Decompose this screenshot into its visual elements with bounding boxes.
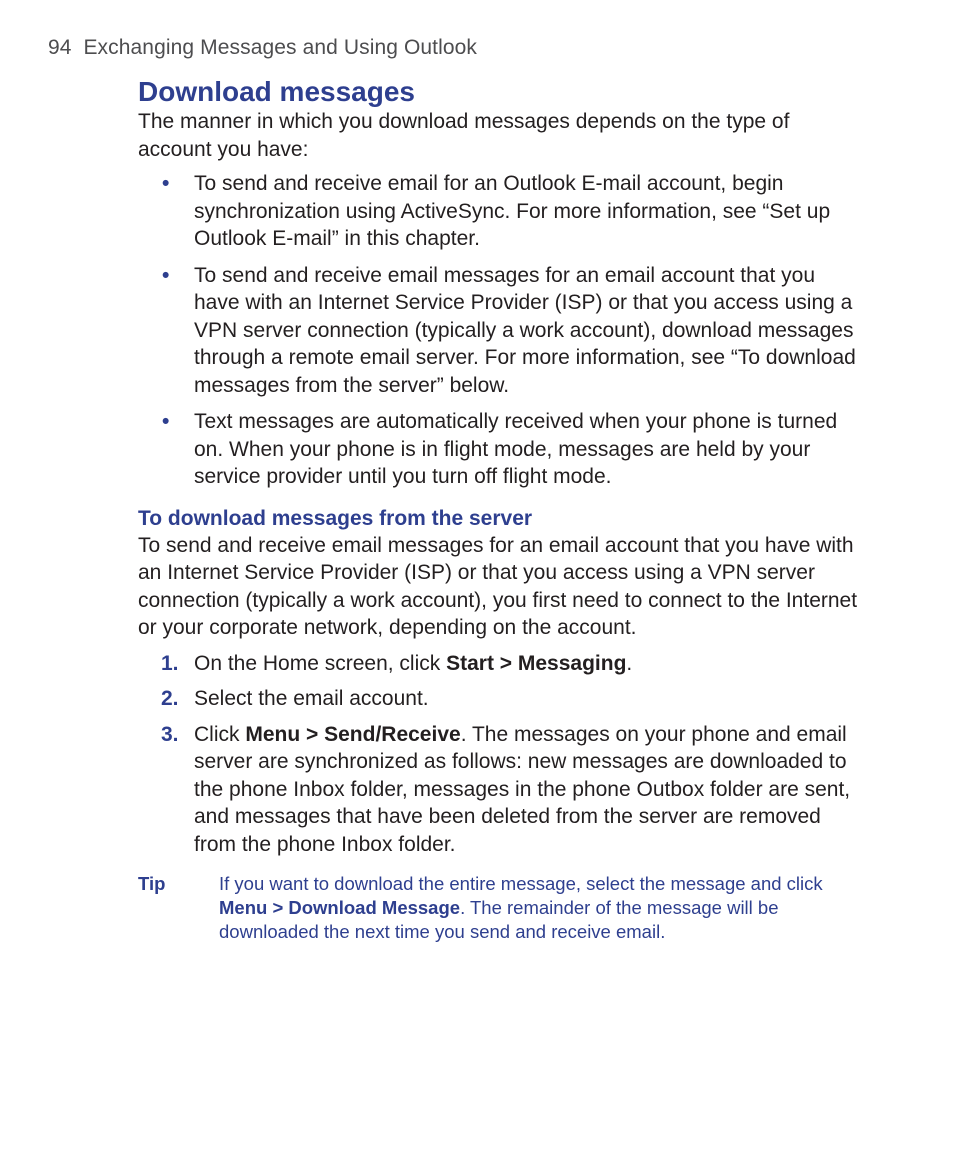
bullet-list bbox=[138, 170, 878, 491]
step-command: Menu > Send/Receive bbox=[245, 722, 461, 746]
step-command: Start > Messaging bbox=[446, 651, 627, 675]
bullet-icon: • bbox=[162, 263, 170, 287]
subsection-title: To download messages from the server bbox=[138, 506, 533, 530]
bullet-item bbox=[138, 408, 864, 491]
running-head bbox=[48, 36, 477, 60]
step-text-post: . The messages on your phone and email server are synchronized as follows: new messages are downloaded to the phone Inbox folder, messages in the phone Outbox folder are sent, and messages that have been deleted from the server are removed from the phone Inbox folder. bbox=[194, 722, 851, 856]
subsection-paragraph: To send and receive email messages for an email account that you have with an Internet Service Provider (ISP) or that you access using a VPN server connection (typically a work account), you first need to connect to the Internet or your corporate network, depending on the account. bbox=[138, 533, 858, 639]
step-text-pre: On the Home screen, click bbox=[194, 651, 447, 675]
bullet-icon: • bbox=[162, 172, 170, 195]
bullet-text: To send and receive email messages for an email account that you have with an Internet Service Provider (ISP) or that you access using a VPN server connection (typically a work account), download messages through a remote email server. For more information, see “To download messages from the server” below. bbox=[194, 263, 856, 397]
page-content bbox=[138, 74, 878, 944]
page-number: 94 bbox=[48, 36, 72, 59]
tip-text bbox=[138, 872, 849, 944]
section-intro: The manner in which you download messages depends on the type of account you have: bbox=[138, 110, 790, 161]
tip-box bbox=[138, 872, 878, 944]
bullet-icon: • bbox=[162, 410, 170, 433]
tip-command: Menu > Download Message bbox=[219, 897, 461, 918]
tip-text-post: . The remainder of the message will be downloaded the next time you send and receive email. bbox=[219, 897, 779, 942]
step-text-post: . bbox=[626, 651, 633, 675]
chapter-title: Exchanging Messages and Using Outlook bbox=[83, 36, 478, 59]
step-number: 1. bbox=[161, 651, 179, 675]
bullet-item bbox=[138, 262, 864, 400]
step-item bbox=[138, 721, 864, 859]
step-item bbox=[138, 650, 864, 678]
bullet-text: To send and receive email for an Outlook E-mail account, begin synchronization using ActiveSync. For more information, see “Set up Outlook E-mail” in this chapter. bbox=[194, 172, 831, 250]
section-title: Download messages bbox=[138, 76, 415, 107]
step-list bbox=[138, 650, 878, 859]
step-text-pre: Click bbox=[194, 722, 246, 746]
step-item bbox=[138, 685, 864, 713]
tip-text-pre: If you want to download the entire message, select the message and click bbox=[219, 873, 823, 894]
step-number: 2. bbox=[161, 687, 179, 710]
step-text: Select the email account. bbox=[194, 687, 429, 710]
tip-label: Tip bbox=[138, 873, 166, 894]
bullet-text: Text messages are automatically received when your phone is turned on. When your phone is in flight mode, messages are held by your service provider until you turn off flight mode. bbox=[194, 410, 838, 488]
bullet-item bbox=[138, 170, 864, 253]
step-number: 3. bbox=[161, 722, 179, 746]
